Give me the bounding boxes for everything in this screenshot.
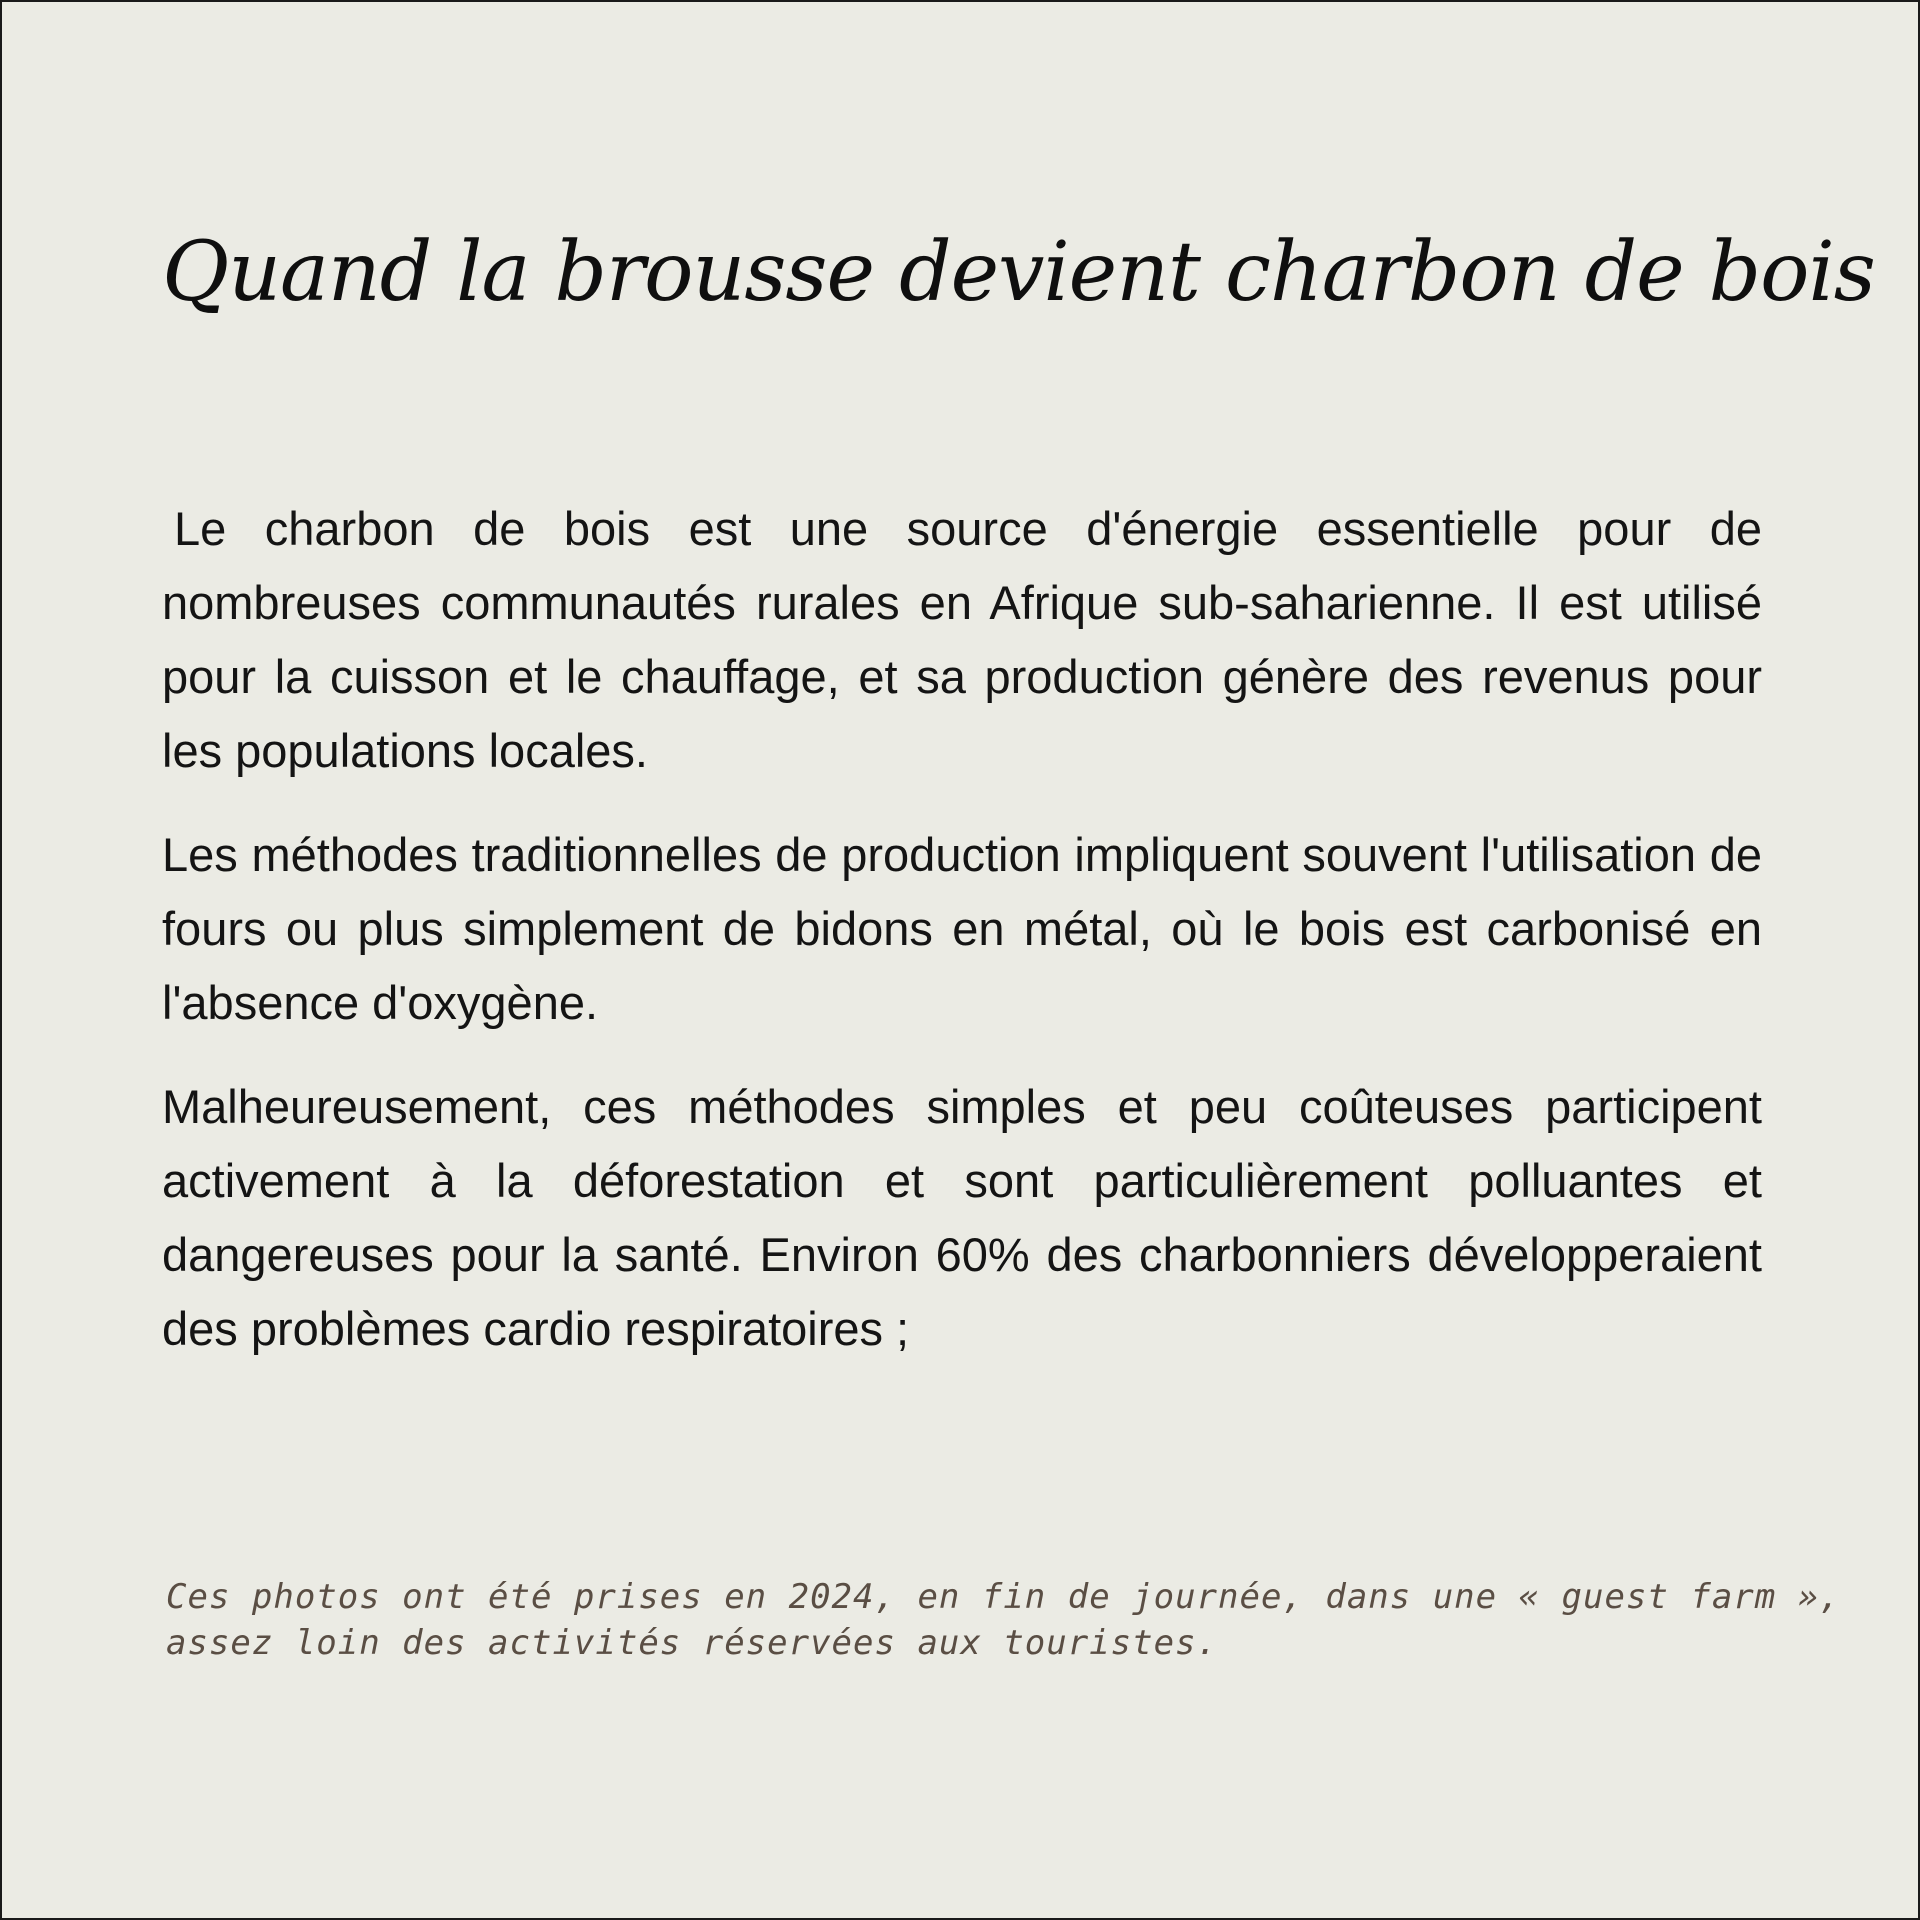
body-text xyxy=(162,492,1762,1396)
caption-line-2: assez loin des activités réservées aux touristes. xyxy=(166,1623,1219,1663)
paragraph-intro: Le charbon de bois est une source d'énergie essentielle pour de nombreuses communautés rurales en Afrique sub-saharienne. Il est utilisé pour la cuisson et le chauffage, et sa production génère des revenus pour les populations locales. xyxy=(162,502,1762,777)
photo-caption xyxy=(166,1574,1841,1666)
paragraph-methods: Les méthodes traditionnelles de production impliquent souvent l'utilisation de fours ou plus simplement de bidons en métal, où le bois est carbonisé en l'absence d'oxygène. xyxy=(162,828,1762,1029)
page-title: Quand la brousse devient charbon de bois xyxy=(162,225,1875,320)
paragraph-consequences: Malheureusement, ces méthodes simples et peu coûteuses participent activement à la déforestation et sont particulièrement polluantes et dangereuses pour la santé. Environ 60% des charbonniers développeraient des problèmes cardio respiratoires ; xyxy=(162,1080,1762,1355)
caption-line-1: Ces photos ont été prises en 2024, en fin de journée, dans une « guest farm », xyxy=(166,1577,1841,1617)
